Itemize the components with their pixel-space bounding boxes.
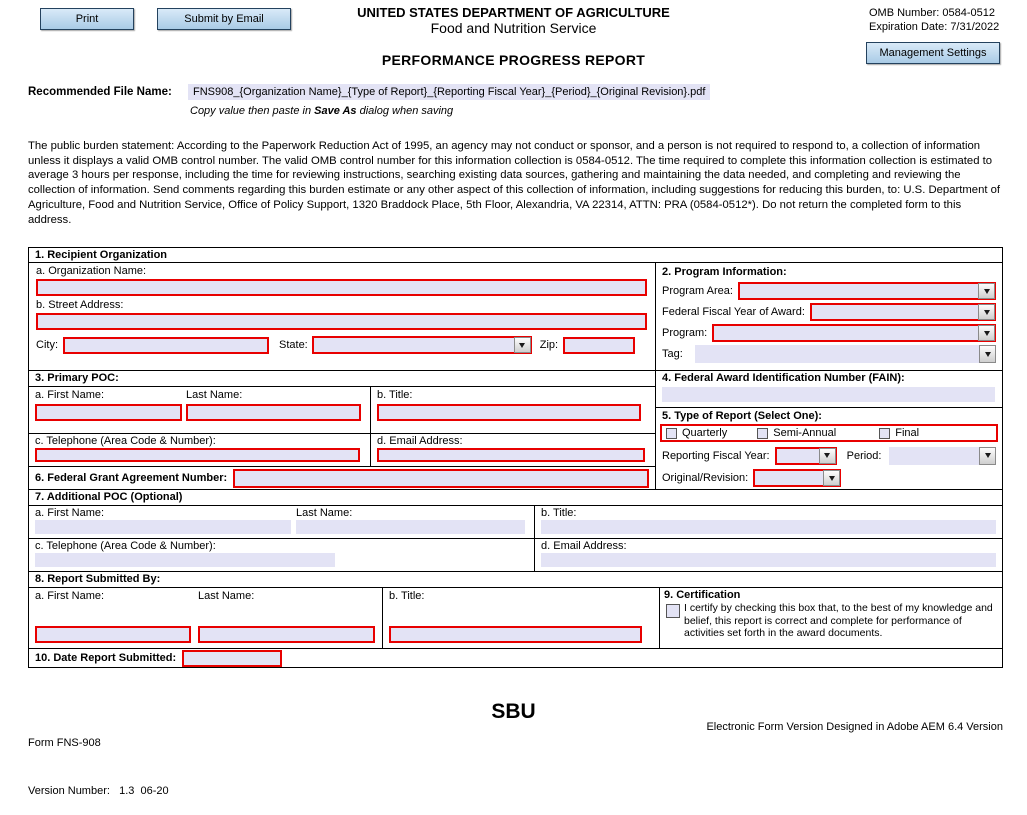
poc-last-name-field[interactable]	[186, 404, 361, 421]
tag-label: Tag:	[662, 348, 683, 360]
poc-email-label: d. Email Address:	[377, 435, 463, 447]
expiration-date: Expiration Date: 7/31/2022	[869, 21, 1000, 33]
quarterly-label: Quarterly	[682, 427, 728, 439]
chevron-down-icon[interactable]	[978, 283, 995, 299]
designed-in-note: Electronic Form Version Designed in Adobe AEM 6.4 Version	[706, 721, 1003, 733]
final-checkbox[interactable]	[879, 428, 890, 439]
program-area-label: Program Area:	[662, 285, 733, 297]
addl-title-label: b. Title:	[541, 507, 577, 519]
org-name-label: a. Organization Name:	[36, 265, 147, 277]
poc-phone-label: c. Telephone (Area Code & Number):	[35, 435, 216, 447]
program-label: Program:	[662, 327, 708, 339]
fiscal-year-of-award-label: Federal Fiscal Year of Award:	[662, 306, 805, 318]
city-label: City:	[36, 339, 58, 351]
section-5-header: 5. Type of Report (Select One):	[662, 410, 822, 422]
submitter-title-field[interactable]	[389, 626, 642, 643]
final-label: Final	[895, 427, 920, 439]
section-4-header: 4. Federal Award Identification Number (FAIN):	[662, 372, 905, 384]
performance-report-form	[28, 247, 1003, 668]
program-area-select[interactable]	[738, 282, 996, 300]
poc-title-label: b. Title:	[377, 389, 413, 401]
omb-info	[869, 6, 999, 34]
reporting-fiscal-year-label: Reporting Fiscal Year:	[662, 449, 770, 462]
addl-first-name-field[interactable]	[35, 520, 291, 534]
agency-title: UNITED STATES DEPARTMENT OF AGRICULTURE	[357, 5, 670, 20]
page-title: PERFORMANCE PROGRESS REPORT	[381, 52, 646, 68]
chevron-down-icon[interactable]	[979, 345, 996, 363]
poc-last-name-label: Last Name:	[186, 389, 243, 401]
addl-poc-name-cell	[29, 506, 535, 538]
section-10-header: 10. Date Report Submitted:	[35, 652, 177, 664]
poc-title-cell	[371, 387, 655, 433]
form-number: Form FNS-908	[28, 737, 101, 749]
submitter-title-label: b. Title:	[389, 590, 425, 602]
addl-title-cell	[535, 506, 1002, 538]
submitter-first-name-field[interactable]	[35, 626, 191, 643]
street-address-label: b. Street Address:	[36, 299, 124, 311]
state-select[interactable]	[312, 336, 532, 354]
agency-subtitle: Food and Nutrition Service	[430, 20, 597, 36]
submitter-last-name-label: Last Name:	[198, 590, 255, 602]
chevron-down-icon[interactable]	[514, 337, 531, 353]
fain-field[interactable]	[662, 387, 995, 402]
org-name-field[interactable]	[36, 279, 647, 296]
addl-phone-label: c. Telephone (Area Code & Number):	[35, 540, 216, 552]
section-7-header: 7. Additional POC (Optional)	[29, 490, 1002, 506]
certification-text: I certify by checking this box that, to the best of my knowledge and belief, this report is correct and complete for performance of activities set forth in the award documents.	[684, 602, 993, 640]
zip-label: Zip:	[539, 339, 559, 351]
poc-email-cell	[371, 434, 655, 466]
addl-phone-cell	[29, 539, 535, 571]
original-revision-select[interactable]	[753, 469, 841, 487]
burden-statement: The public burden statement: According to the Paperwork Reduction Act of 1995, an agency may not conduct or sponsor, and a person is not required to respond to, a collection of information unless it displays a valid OMB control number. The valid OMB control number for this information collection is 0584-0512. The time required to complete this information collection is estimated to average 3 hours per response, including the time for reviewing instructions, searching existing data sources, gathering and maintaining the data needed, and completing and reviewing the collection of information. Send comments regarding this burden estimate or any other aspect of this collection of information, including suggestions for reducing this burden, to: U.S. Department of Agriculture, Food and Nutrition Service, Office of Policy Support, 1320 Braddock Place, 5th Floor, Alexandria, VA 22314, ATTN: PRA (0584-0512*). Do not return the completed form to this address.	[28, 140, 1001, 226]
quarterly-checkbox[interactable]	[666, 428, 677, 439]
certification-cell	[660, 588, 1002, 648]
section-6-header: 6. Federal Grant Agreement Number:	[35, 472, 228, 484]
file-name-value: FNS908_{Organization Name}_{Type of Report}_{Reporting Fiscal Year}_{Period}_{Original Revision}.pdf	[188, 84, 710, 100]
chevron-down-icon[interactable]	[979, 447, 996, 465]
reporting-fiscal-year-select[interactable]	[775, 447, 837, 465]
tag-select[interactable]	[695, 345, 996, 363]
section-8-header: 8. Report Submitted By:	[29, 572, 1002, 588]
file-name-note: Copy value then paste in Save As dialog when saving	[190, 105, 454, 117]
program-select[interactable]	[712, 324, 996, 342]
poc-title-field[interactable]	[377, 404, 641, 421]
print-button[interactable]: Print	[40, 8, 134, 30]
poc-email-field[interactable]	[377, 448, 645, 462]
poc-phone-field[interactable]	[35, 448, 360, 462]
addl-first-name-label: a. First Name:	[35, 507, 105, 519]
date-submitted-field[interactable]	[182, 650, 282, 667]
semi-annual-checkbox[interactable]	[757, 428, 768, 439]
addl-email-cell	[535, 539, 1002, 571]
management-settings-button[interactable]: Management Settings	[866, 42, 1000, 64]
chevron-down-icon[interactable]	[978, 304, 995, 320]
submitter-first-name-label: a. First Name:	[35, 590, 105, 602]
submitter-last-name-field[interactable]	[198, 626, 375, 643]
addl-title-field[interactable]	[541, 520, 996, 534]
city-field[interactable]	[63, 337, 269, 354]
sbu-marking: SBU	[491, 700, 536, 723]
certification-checkbox[interactable]	[666, 604, 680, 618]
file-name-label: Recommended File Name:	[28, 86, 172, 98]
poc-phone-cell	[29, 434, 371, 466]
report-type-group	[660, 424, 998, 442]
submitter-name-cell	[29, 588, 383, 648]
period-select[interactable]	[889, 447, 996, 465]
poc-name-cell	[29, 387, 371, 433]
section-1-header: 1. Recipient Organization	[29, 248, 1002, 263]
addl-last-name-field[interactable]	[296, 520, 525, 534]
street-address-field[interactable]	[36, 313, 647, 330]
period-label: Period:	[846, 449, 882, 462]
omb-number: OMB Number: 0584-0512	[869, 7, 995, 19]
addl-email-label: d. Email Address:	[541, 540, 627, 552]
semi-annual-label: Semi-Annual	[773, 427, 837, 439]
grant-agreement-number-field[interactable]	[233, 469, 649, 488]
addl-last-name-label: Last Name:	[296, 507, 353, 519]
section-2-header: 2. Program Information:	[662, 266, 787, 278]
fiscal-year-of-award-select[interactable]	[810, 303, 996, 321]
chevron-down-icon[interactable]	[819, 448, 836, 464]
addl-email-field[interactable]	[541, 553, 996, 567]
recipient-organization-cell	[29, 263, 656, 370]
chevron-down-icon[interactable]	[978, 325, 995, 341]
chevron-down-icon[interactable]	[823, 470, 840, 486]
original-revision-label: Original/Revision:	[662, 472, 749, 484]
section-9-header: 9. Certification	[664, 589, 741, 601]
zip-field[interactable]	[563, 337, 635, 354]
submitter-title-cell	[383, 588, 660, 648]
program-information-cell	[656, 263, 1002, 370]
version-number: Version Number: 1.3 06-20	[28, 785, 169, 797]
section-3-header: 3. Primary POC:	[29, 371, 655, 387]
addl-phone-field[interactable]	[35, 553, 335, 567]
poc-first-name-label: a. First Name:	[35, 389, 105, 401]
poc-first-name-field[interactable]	[35, 404, 182, 421]
state-label: State:	[279, 339, 308, 351]
submit-by-email-button[interactable]: Submit by Email	[157, 8, 291, 30]
